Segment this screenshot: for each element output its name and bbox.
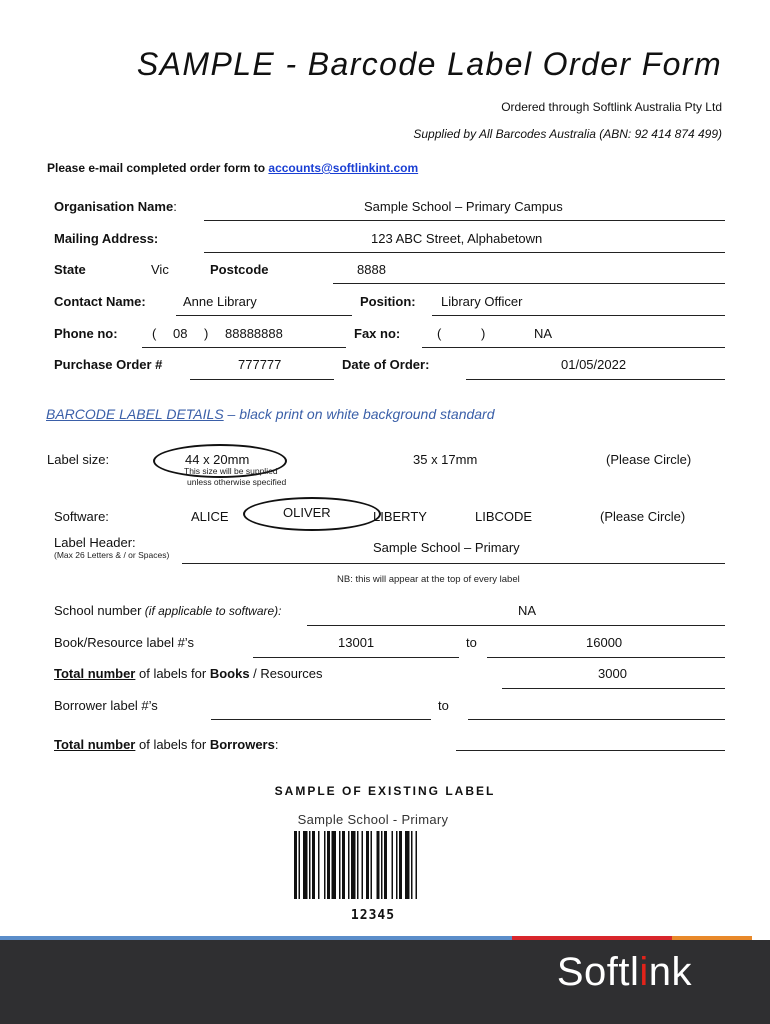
- label-header-value[interactable]: Sample School – Primary: [373, 540, 520, 555]
- barcode-bar: [411, 831, 413, 899]
- email-prompt: Please e-mail completed order form to: [47, 161, 269, 175]
- book-to-label: to: [466, 635, 477, 650]
- state-label: State: [54, 262, 86, 277]
- book-from-value[interactable]: 13001: [338, 635, 375, 650]
- barcode-bar: [339, 831, 341, 899]
- barcode-bar: [366, 831, 369, 899]
- barcode-image: [288, 827, 458, 901]
- phone-label: Phone no:: [54, 326, 118, 341]
- date-line: [466, 379, 725, 380]
- barcode-bar: [309, 831, 311, 899]
- po-label: Purchase Order #: [54, 357, 163, 372]
- date-value[interactable]: 01/05/2022: [561, 357, 627, 372]
- size-option-44x20[interactable]: 44 x 20mm: [185, 452, 250, 467]
- total-borrowers-line[interactable]: [456, 750, 725, 751]
- book-from-line: [253, 657, 459, 658]
- barcode-bar: [324, 831, 326, 899]
- book-to-line: [487, 657, 725, 658]
- barcode-bar: [371, 831, 373, 899]
- fax-line: [422, 347, 725, 348]
- postcode-line: [333, 283, 725, 284]
- size-note-1: This size will be supplied: [184, 466, 278, 476]
- barcode-bar: [303, 831, 308, 899]
- barcode-bar: [342, 831, 345, 899]
- borrower-to-label: to: [438, 698, 449, 713]
- state-value[interactable]: Vic: [151, 262, 169, 277]
- barcode-bar: [362, 831, 364, 899]
- software-liberty[interactable]: LIBERTY: [373, 509, 427, 524]
- barcode-bar: [294, 831, 297, 899]
- barcode-bar: [405, 831, 410, 899]
- email-link[interactable]: accounts@softlinkint.com: [268, 161, 419, 175]
- barcode-bar: [392, 831, 394, 899]
- barcode-bar: [399, 831, 402, 899]
- position-value[interactable]: Library Officer: [441, 294, 523, 309]
- total-borrowers-label: Total number of labels for Borrowers:: [54, 737, 279, 752]
- label-header-line: [182, 563, 725, 564]
- barcode-details-heading: BARCODE LABEL DETAILS – black print on white background standard: [46, 406, 495, 422]
- org-name-value[interactable]: Sample School – Primary Campus: [364, 199, 563, 214]
- barcode-bar: [357, 831, 359, 899]
- email-instruction: [47, 161, 418, 175]
- phone-area-code[interactable]: 08: [173, 326, 188, 341]
- sample-label-title: Sample School - Primary: [297, 812, 449, 827]
- contact-value[interactable]: Anne Library: [183, 294, 257, 309]
- phone-number[interactable]: 88888888: [225, 326, 283, 341]
- phone-open-paren: (: [152, 326, 157, 341]
- date-label: Date of Order:: [342, 357, 430, 372]
- org-name-line: [204, 220, 725, 221]
- please-circle-size: (Please Circle): [606, 452, 692, 467]
- barcode-bar: [396, 831, 398, 899]
- size-option-35x17[interactable]: 35 x 17mm: [413, 452, 478, 467]
- barcode-bar: [327, 831, 330, 899]
- school-number-value[interactable]: NA: [518, 603, 537, 618]
- postcode-value[interactable]: 8888: [357, 262, 386, 277]
- software-libcode[interactable]: LIBCODE: [475, 509, 533, 524]
- barcode-number: 12345: [350, 908, 396, 923]
- po-value[interactable]: 777777: [238, 357, 282, 372]
- label-header-nb: NB: this will appear at the top of every label: [337, 574, 520, 585]
- total-books-line: [502, 688, 725, 689]
- software-label: Software:: [54, 509, 109, 524]
- contact-label: Contact Name:: [54, 294, 146, 309]
- address-value[interactable]: 123 ABC Street, Alphabetown: [371, 231, 543, 246]
- borrower-to-line[interactable]: [468, 719, 725, 720]
- barcode-bar: [384, 831, 387, 899]
- org-name-label: Organisation Name:: [54, 199, 177, 214]
- barcode-bar: [381, 831, 383, 899]
- label-size-label: Label size:: [47, 452, 110, 467]
- fax-open-paren: (: [437, 326, 442, 341]
- school-number-label: School number (if applicable to software):: [54, 603, 282, 618]
- barcode-bar: [312, 831, 315, 899]
- software-oliver[interactable]: OLIVER: [283, 505, 331, 520]
- barcode-bar: [318, 831, 320, 899]
- book-to-value[interactable]: 16000: [586, 635, 623, 650]
- fax-close-paren: ): [481, 326, 486, 341]
- label-header-label: Label Header:: [54, 535, 136, 550]
- barcode-bar: [299, 831, 301, 899]
- address-line: [204, 252, 725, 253]
- borrower-from-line[interactable]: [211, 719, 431, 720]
- software-alice[interactable]: ALICE: [191, 509, 229, 524]
- label-header-note: (Max 26 Letters & / or Spaces): [54, 550, 170, 560]
- address-label: Mailing Address:: [54, 231, 159, 246]
- page-title: SAMPLE - Barcode Label Order Form: [136, 46, 722, 82]
- fax-value[interactable]: NA: [534, 326, 553, 341]
- total-books-label: Total number of labels for Books / Resources: [54, 666, 323, 681]
- supplied-by-text: Supplied by All Barcodes Australia (ABN: 92 414 874 499): [413, 127, 722, 141]
- sample-heading: SAMPLE OF EXISTING LABEL: [274, 784, 496, 798]
- fax-label: Fax no:: [354, 326, 401, 341]
- sample-label: [288, 812, 458, 923]
- position-line: [432, 315, 725, 316]
- borrower-label: Borrower label #’s: [54, 698, 158, 713]
- barcode-bar: [332, 831, 337, 899]
- contact-line: [176, 315, 352, 316]
- barcode-bar: [416, 831, 418, 899]
- book-label: Book/Resource label #’s: [54, 635, 194, 650]
- total-books-value[interactable]: 3000: [598, 666, 627, 681]
- school-number-line: [307, 625, 725, 626]
- phone-line: [142, 347, 346, 348]
- barcode-bar: [348, 831, 350, 899]
- barcode-bar: [351, 831, 356, 899]
- postcode-label: Postcode: [210, 262, 269, 277]
- ordered-through-text: Ordered through Softlink Australia Pty Ltd: [501, 100, 722, 114]
- phone-close-paren: ): [204, 326, 209, 341]
- po-line: [190, 379, 334, 380]
- barcode-bar: [377, 831, 380, 899]
- softlink-logo: Softlink: [556, 950, 692, 994]
- please-circle-software: (Please Circle): [600, 509, 686, 524]
- size-note-2: unless otherwise specified: [187, 477, 287, 487]
- position-label: Position:: [360, 294, 416, 309]
